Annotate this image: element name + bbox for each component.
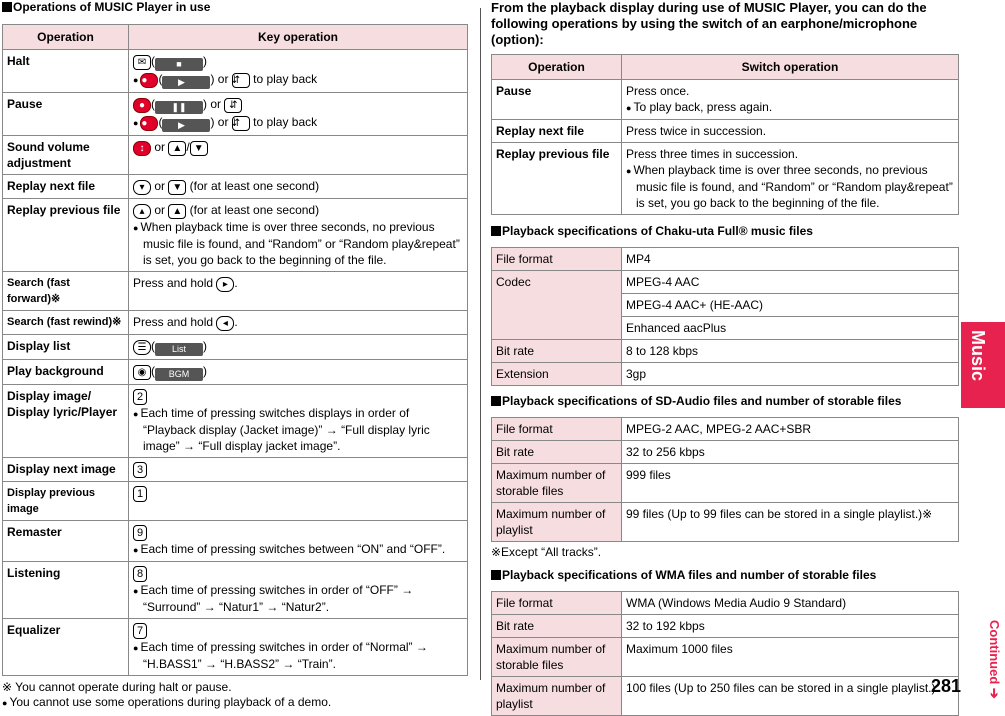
op-sound-volume: Sound volume adjustment (3, 136, 129, 175)
sd-note: ※Except “All tracks”. (491, 545, 602, 559)
table-row: Codec MPEG-4 AAC (492, 271, 959, 294)
square-bullet-icon (491, 570, 501, 580)
op-display-image: Display image/ Display lyric/Player (3, 385, 129, 458)
key-cell: 2 ● Each time of pressing switches displays in order of “Playback display (Jacket image)” → “Full display lyric image” → “Full display jacket image”. (129, 385, 468, 458)
op-search-forward: Search (fast forward)※ (3, 272, 129, 311)
mail-key-icon: ✉ (133, 55, 151, 70)
table-row: File format MPEG-2 AAC, MPEG-2 AAC+SBR (492, 418, 959, 441)
op-display-previous-image: Display previous image (3, 482, 129, 521)
op-equalizer: Equalizer (3, 619, 129, 676)
key-cell: 9 ● Each time of pressing switches between “ON” and “OFF”. (129, 521, 468, 562)
table-header-row (3, 25, 468, 50)
side-key-icon: ⇵ (232, 116, 250, 131)
menu-key-icon: ☰ (133, 340, 151, 355)
side-key-icon: ⇵ (224, 98, 242, 113)
table-row (3, 335, 468, 360)
switch-table (491, 54, 959, 215)
table-row (3, 50, 468, 93)
table-row: Extension 3gp (492, 363, 959, 386)
square-bullet-icon (2, 2, 12, 12)
key-cell: ▾ or ▼ (for at least one second) (129, 175, 468, 199)
play-softkey-icon: ▶ (162, 119, 210, 132)
nav-up-icon: ▴ (133, 204, 151, 219)
table-row: MPEG-4 AAC+ (HE-AAC) (492, 294, 959, 317)
table-header-row (492, 55, 959, 80)
key-cell: Press and hold ▸ . (129, 272, 468, 311)
table-row (3, 175, 468, 199)
center-key-icon: ● (140, 73, 158, 88)
table-row: Bit rate 32 to 256 kbps (492, 441, 959, 464)
section-title-operations: Operations of MUSIC Player in use (2, 0, 468, 14)
table-row (3, 458, 468, 482)
bgm-softkey: BGM (155, 368, 203, 381)
table-row (3, 619, 468, 676)
play-softkey-icon: ▶ (162, 76, 210, 89)
continued-label: Continued ➔ (987, 620, 1002, 699)
table-row (3, 136, 468, 175)
table-row: Bit rate 8 to 128 kbps (492, 340, 959, 363)
table-row (492, 120, 959, 143)
right-column (491, 0, 959, 716)
digit-key-2: 2 (133, 389, 147, 405)
nav-left-icon: ◂ (216, 316, 234, 331)
music-section-tab[interactable]: Music (961, 322, 1005, 408)
table-row (3, 311, 468, 335)
section-title-sd: Playback specifications of SD-Audio files and number of storable files (491, 394, 959, 408)
op-listening: Listening (3, 562, 129, 619)
key-cell: ● ( ❚❚ ) or ⇵ ● ● ( ▶ ) or ⇵ to play back (129, 93, 468, 136)
key-cell: ☰ ( List ) (129, 335, 468, 360)
table-row (3, 272, 468, 311)
pause-softkey-icon: ❚❚ (155, 101, 203, 114)
op-display-next-image: Display next image (3, 458, 129, 482)
key-cell: ✉ ( ■ ) ● ● ( ▶ ) or ⇵ to play back (129, 50, 468, 93)
column-divider (480, 8, 481, 680)
op-replay-previous: Replay previous file (3, 199, 129, 272)
table-row (3, 385, 468, 458)
switch-op-replay-previous: Replay previous file (492, 143, 622, 215)
key-cell: 8 ● Each time of pressing switches in order of “OFF” → “Surround” → “Natur1” → “Natur2”. (129, 562, 468, 619)
header-operation: Operation (3, 25, 129, 50)
page-number: 281 (930, 676, 961, 696)
header-switch-operation: Switch operation (622, 55, 959, 80)
square-bullet-icon (491, 396, 501, 406)
section-title-wma: Playback specifications of WMA files and number of storable files (491, 568, 959, 582)
nav-updown-icon: ↕ (133, 141, 151, 156)
table-row (3, 562, 468, 619)
digit-key-3: 3 (133, 462, 147, 478)
op-search-rewind: Search (fast rewind)※ (3, 311, 129, 335)
center-key-icon: ● (140, 116, 158, 131)
key-cell (129, 482, 468, 521)
table-row: Bit rate 32 to 192 kbps (492, 615, 959, 638)
square-bullet-icon (491, 226, 501, 236)
key-cell: ▴ or ▲ (for at least one second) ● When playback time is over three seconds, no previous music file is found, and “Random” or “Random play&repeat” is set, you go back to the beginning of the file. (129, 199, 468, 272)
sd-table (491, 417, 959, 542)
side-key-icon: ⇵ (232, 73, 250, 88)
switch-cell: Press three times in succession. ● When playback time is over three seconds, no previous music file is found, and “Random” or “Random play&repeat” is set, you go back to the beginning of the file. (622, 143, 959, 215)
header-key-operation: Key operation (129, 25, 468, 50)
op-display-list: Display list (3, 335, 129, 360)
table-row: File format WMA (Windows Media Audio 9 Standard) (492, 592, 959, 615)
op-replay-next: Replay next file (3, 175, 129, 199)
table-row (3, 521, 468, 562)
op-pause: Pause (3, 93, 129, 136)
center-key-icon: ● (133, 98, 151, 113)
intro-text: From the playback display during use of MUSIC Player, you can do the following operations by using the switch of an earphone/microphone (option): (491, 0, 927, 47)
table-row: Enhanced aacPlus (492, 317, 959, 340)
digit-key-9: 9 (133, 525, 147, 541)
switch-op-pause: Pause (492, 80, 622, 120)
key-cell: 7 ● Each time of pressing switches in order of “Normal” → “H.BASS1” → “H.BASS2” → “Train”. (129, 619, 468, 676)
table-row (3, 93, 468, 136)
volume-down-icon: ▼ (168, 180, 186, 195)
op-play-background: Play background (3, 360, 129, 385)
stop-softkey-icon: ■ (155, 58, 203, 71)
list-softkey: List (155, 343, 203, 356)
camera-key-icon: ◉ (133, 365, 151, 380)
arrow-right-icon: ➔ (987, 687, 1002, 699)
note-demo: ● You cannot use some operations during playback of a demo. (2, 695, 468, 711)
table-row (492, 80, 959, 120)
table-row (3, 360, 468, 385)
switch-cell: Press once. ● To play back, press again. (622, 80, 959, 120)
op-halt: Halt (3, 50, 129, 93)
digit-key-1: 1 (133, 486, 147, 502)
key-cell: ↕ or ▲ / ▼ (129, 136, 468, 175)
table-row (492, 143, 959, 215)
wma-table (491, 591, 959, 716)
op-remaster: Remaster (3, 521, 129, 562)
digit-key-7: 7 (133, 623, 147, 639)
nav-down-icon: ▾ (133, 180, 151, 195)
volume-up-icon: ▲ (168, 141, 186, 156)
table-row: Maximum number of playlist 99 files (Up to 99 files can be stored in a single playlist.)※ (492, 503, 959, 542)
operations-table (2, 24, 468, 676)
table-row (3, 199, 468, 272)
nav-right-icon: ▸ (216, 277, 234, 292)
switch-cell: Press twice in succession. (622, 120, 959, 143)
table-row: Maximum number of playlist 100 files (Up to 250 files can be stored in a single playlist.) (492, 677, 959, 716)
table-row: Maximum number of storable files 999 files (492, 464, 959, 503)
key-cell: Press and hold ◂ . (129, 311, 468, 335)
table-row (3, 482, 468, 521)
table-row: Maximum number of storable files Maximum 1000 files (492, 638, 959, 677)
left-column (2, 0, 468, 711)
chaku-table (491, 247, 959, 386)
header-operation: Operation (492, 55, 622, 80)
volume-up-icon: ▲ (168, 204, 186, 219)
key-cell (129, 458, 468, 482)
volume-down-icon: ▼ (190, 141, 208, 156)
digit-key-8: 8 (133, 566, 147, 582)
switch-op-replay-next: Replay next file (492, 120, 622, 143)
table-row: File format MP4 (492, 248, 959, 271)
key-cell: ◉ ( BGM ) (129, 360, 468, 385)
section-title-chaku: Playback specifications of Chaku-uta Full® music files (491, 224, 959, 238)
note-halt: ※ You cannot operate during halt or pause. (2, 680, 232, 694)
